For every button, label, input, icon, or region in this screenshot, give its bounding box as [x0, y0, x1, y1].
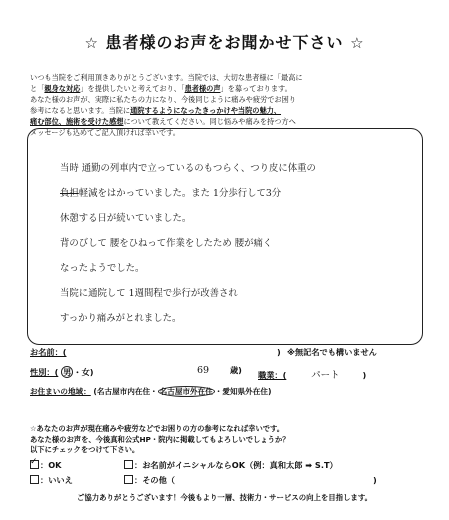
- option-label: ：いいえ: [40, 475, 73, 485]
- intro-line: [30, 105, 428, 116]
- job-label: 職業：(: [258, 370, 287, 380]
- job-field[interactable]: [258, 367, 366, 381]
- option-label: ：お名前がイニシャルならOK（例：真和太郎 ➡ S.T）: [134, 460, 338, 470]
- intro-line: メッセージも込めてご記入頂ければ幸いです。: [30, 128, 180, 137]
- star-icon: ☆: [84, 34, 99, 52]
- name-field[interactable]: [30, 347, 67, 358]
- comment-line: なったようでした。: [60, 263, 145, 274]
- comment-line: 当院に通院して 1週間程で歩行が改善され: [60, 288, 238, 299]
- star-icon: ☆: [350, 34, 365, 52]
- intro-emphasis: 親身な対応: [44, 84, 81, 93]
- comment-line: [60, 181, 410, 206]
- intro-emphasis: 通院するようになったきっかけや当院の魅力、: [130, 106, 282, 115]
- gender-label: 性別：(: [30, 367, 59, 377]
- comment-line: すっかり痛みがとれました。: [60, 313, 182, 324]
- area-option-outside-nagoya-selected[interactable]: 名古屋市外在住: [159, 387, 213, 396]
- title-text: 患者様のお声をお聞かせ下さい: [105, 33, 344, 52]
- area-option-nagoya-city[interactable]: 名古屋市内在住: [96, 387, 151, 396]
- name-note: ※無記名でも構いません: [287, 347, 377, 357]
- checkbox-icon[interactable]: [124, 460, 133, 469]
- name-field-close: [277, 347, 281, 357]
- intro-fragment: 参考になると思います。当院に: [30, 106, 131, 115]
- job-value: パート: [311, 370, 340, 381]
- checkbox-icon[interactable]: [30, 475, 39, 484]
- intro-fragment: について教えてください。同じ悩みや痛みを持つ方へ: [123, 117, 296, 126]
- intro-emphasis: 患者様の声: [184, 84, 221, 93]
- comment-line: 当時 通勤の列車内で立っているのもつらく、つり皮に体重の: [60, 163, 316, 174]
- gender-female[interactable]: 女: [81, 367, 90, 377]
- checkbox-checked-icon[interactable]: [30, 460, 39, 469]
- paren: ): [89, 367, 94, 377]
- age-value: 69: [197, 365, 210, 376]
- consent-note: [30, 424, 430, 456]
- paren: ): [267, 387, 272, 396]
- checkbox-icon[interactable]: [124, 475, 133, 484]
- name-label: お名前：(: [30, 347, 67, 357]
- struck-text: 負担: [60, 188, 79, 199]
- option-no[interactable]: [30, 475, 73, 486]
- gender-field[interactable]: [30, 367, 94, 378]
- intro-fragment: と「: [30, 84, 45, 93]
- area-option-outside-aichi[interactable]: 愛知県外在住: [222, 387, 268, 396]
- area-field[interactable]: [30, 386, 271, 397]
- option-initial[interactable]: [124, 460, 338, 471]
- consent-line: ☆あなたのお声が現在痛みや疲労などでお困りの方の参考になれば幸いです。: [30, 424, 285, 433]
- comment-line: 休憩する日が続いていました。: [60, 213, 192, 224]
- gender-male-selected[interactable]: 男: [63, 367, 72, 377]
- area-label: お住まいの地域：: [30, 387, 91, 396]
- intro-fragment: 」を提供したいと考えており、「: [80, 84, 185, 93]
- option-ok[interactable]: [30, 460, 62, 471]
- consent-line: あなた様のお声を、今後真和公式HP・院内に掲載してもよろしいでしょうか？: [30, 434, 290, 444]
- intro-emphasis: 痛む部位、施術を受けた感想: [30, 117, 124, 126]
- paren: ): [277, 347, 281, 357]
- comment-fragment: 軽減をはかっていました。また 1分歩行して3分: [78, 188, 282, 199]
- paren: (: [93, 387, 97, 396]
- footer-text: ご協力ありがとうございます！今後もより一層、技術力・サービスの向上を目指します。: [76, 493, 373, 502]
- intro-line: [30, 83, 428, 94]
- option-other[interactable]: [124, 475, 175, 486]
- handwritten-comment: [60, 156, 410, 331]
- paren: ): [362, 370, 367, 380]
- separator: ・: [73, 367, 82, 377]
- separator: ・: [214, 387, 223, 396]
- intro-fragment: 」を募っております。: [220, 84, 292, 93]
- comment-line: 背のびして 腰をひねって作業をしたため 腰が痛く: [60, 238, 273, 249]
- option-label: ：その他（: [134, 475, 175, 485]
- option-other-close: ): [373, 475, 377, 485]
- consent-line: 以下にチェックをつけて下さい。: [30, 445, 140, 454]
- separator: ・: [150, 387, 158, 396]
- option-label: ：OK: [40, 460, 62, 470]
- age-label: 歳): [229, 365, 242, 375]
- intro-line: いつも当院をご利用頂きありがとうございます。当院では、大切な患者様に「最高に: [30, 73, 303, 82]
- page-title: [0, 30, 449, 53]
- intro-line: あなた様のお声が、実際に私たちの力になり、今後同じように痛みや疲労でお困り: [30, 95, 296, 104]
- intro-line: [30, 116, 428, 127]
- age-field[interactable]: [197, 365, 242, 376]
